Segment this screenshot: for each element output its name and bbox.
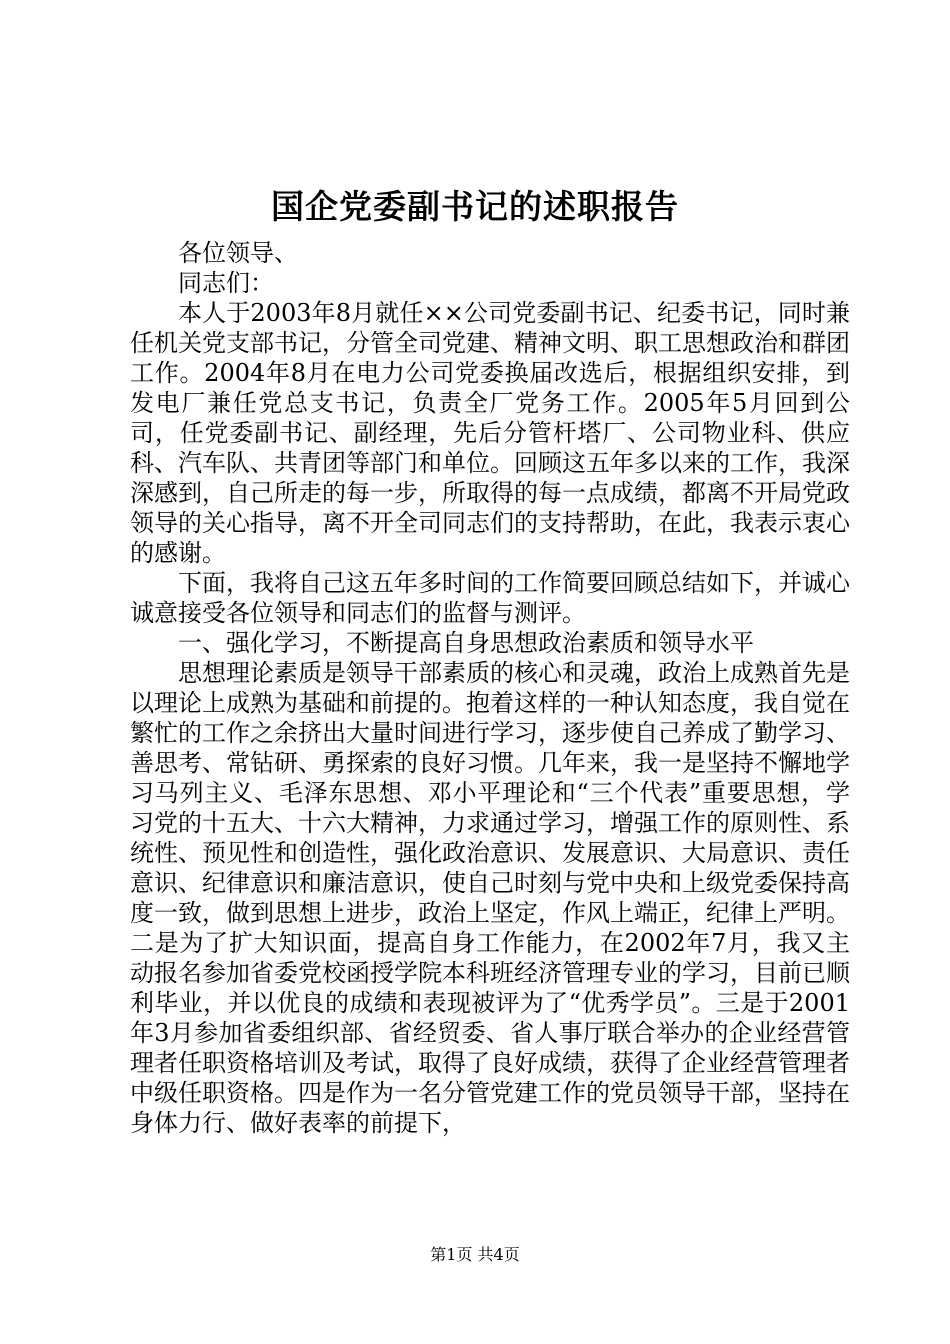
document-title: 国企党委副书记的述职报告 xyxy=(271,187,679,226)
body-paragraph: 思想理论素质是领导干部素质的核心和灵魂，政治上成熟首先是以理论上成熟为基础和前提的。抱着这样的一种认知态度，我自觉在繁忙的工作之余挤出大量时间进行学习，逐步使自己养成了勤学习、善思考、常钻研、勇探索的良好习惯。几年来，我一是坚持不懈地学习马列主义、毛泽东思想、邓小平理论和“三个代表”重要思想，学习党的十五大、十六大精神，力求通过学习，增强工作的原则性、系统性、预见性和创造性，强化政治意识、发展意识、大局意识、责任意识、纪律意识和廉洁意识，使自己时刻与党中央和上级党委保持高度一致，做到思想上进步，政治上坚定，作风上端正，纪律上严明。二是为了扩大知识面，提高自身工作能力，在2002年7月，我又主动报名参加省委党校函授学院本科班经济管理专业的学习，目前已顺利毕业，并以优良的成绩和表现被评为了“优秀学员”。三是于2001年3月参加省委组织部、省经贸委、省人事厅联合举办的企业经营管理者任职资格培训及考试，取得了良好成绩，获得了企业经营管理者中级任职资格。四是作为一名分管党建工作的党员领导干部，坚持在身体力行、做好表率的前提下， xyxy=(130,659,850,1137)
salutation-line: 各位领导、 xyxy=(178,239,298,267)
salutation-line: 同志们： xyxy=(178,269,274,297)
body-paragraph: 本人于2003年8月就任××公司党委副书记、纪委书记，同时兼任机关党支部书记，分管全司党建、精神文明、职工思想政治和群团工作。2004年8月在电力公司党委换届改选后，根据组织安排，到发电厂兼任党总支书记，负责全厂党务工作。2005年5月回到公司，任党委副书记、副经理，先后分管杆塔厂、公司物业科、供应科、汽车队、共青团等部门和单位。回顾这五年多以来的工作，我深深感到，自己所走的每一步，所取得的每一点成绩，都离不开局党政领导的关心指导，离不开全司同志们的支持帮助，在此，我表示衷心的感谢。 xyxy=(130,299,850,567)
page-footer: 第1页 共4页 xyxy=(430,1245,520,1264)
section-heading: 一、强化学习，不断提高自身思想政治素质和领导水平 xyxy=(178,629,754,657)
document-body xyxy=(130,238,850,1138)
body-paragraph: 下面，我将自己这五年多时间的工作简要回顾总结如下，并诚心诚意接受各位领导和同志们的监督与测评。 xyxy=(130,569,850,627)
